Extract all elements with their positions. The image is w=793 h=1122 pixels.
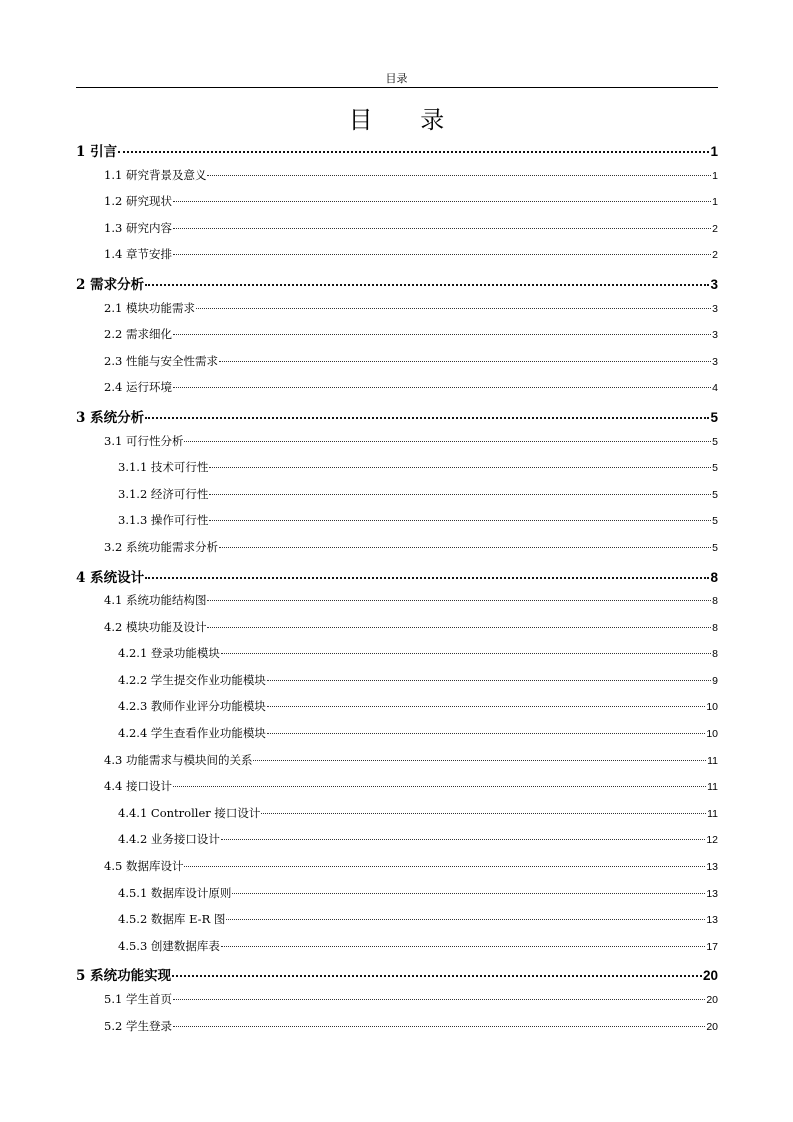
dot-leader: [173, 1026, 705, 1027]
toc-entry[interactable]: [76, 725, 718, 752]
dot-leader: [118, 151, 709, 153]
dot-leader: [267, 680, 711, 681]
toc-entry-label: 4.2.1 登录功能模块: [118, 646, 220, 661]
toc-entry-page-number: 1: [712, 169, 718, 182]
toc-entry[interactable]: [76, 805, 718, 832]
toc-entry-page-number: 12: [706, 834, 718, 847]
toc-entry[interactable]: [76, 220, 718, 247]
dot-leader: [219, 361, 711, 362]
toc-entry[interactable]: [76, 273, 718, 300]
toc-entry[interactable]: [76, 486, 718, 513]
toc-entry-label: 4.5.3 创建数据库表: [118, 938, 220, 953]
toc-entry-label: 2 需求分析: [76, 276, 145, 293]
toc-entry-page-number: 17: [706, 940, 718, 953]
dot-leader: [145, 577, 709, 579]
toc-entry-page-number: 13: [706, 887, 718, 900]
toc-entry-page-number: 13: [706, 861, 718, 874]
toc-entry-page-number: 2: [712, 249, 718, 262]
toc-entry-label: 4.2.2 学生提交作业功能模块: [118, 672, 266, 687]
dot-leader: [261, 813, 706, 814]
toc-entry-page-number: 1: [710, 144, 718, 159]
toc-entry[interactable]: [76, 911, 718, 938]
toc-entry[interactable]: [76, 406, 718, 433]
toc-entry-label: 4.2.4 学生查看作业功能模块: [118, 726, 266, 741]
toc-entry-page-number: 20: [706, 994, 718, 1006]
toc-entry[interactable]: [76, 566, 718, 593]
dot-leader: [184, 441, 711, 442]
toc-entry-page-number: 8: [712, 621, 718, 634]
toc-entry-page-number: 11: [707, 807, 718, 820]
toc-entry-label: 1.4 章节安排: [104, 247, 172, 262]
dot-leader: [221, 839, 705, 840]
toc-entry-page-number: 10: [706, 728, 718, 741]
toc-entry-label: 1.2 研究现状: [104, 194, 172, 209]
dot-leader: [196, 308, 711, 309]
toc-entry[interactable]: [76, 938, 718, 965]
toc-entry[interactable]: [76, 1018, 718, 1045]
toc-entry-page-number: 5: [710, 409, 718, 425]
toc-entry-page-number: 5: [712, 462, 718, 475]
toc-entry-label: 3.2 系统功能需求分析: [104, 539, 218, 554]
dot-leader: [221, 653, 711, 654]
toc-entry-page-number: 3: [710, 276, 718, 292]
dot-leader: [173, 254, 711, 255]
toc-entry[interactable]: [76, 167, 718, 194]
toc-entry-page-number: 11: [707, 781, 718, 794]
toc-title: 目 录: [348, 106, 465, 134]
toc-entry[interactable]: [76, 752, 718, 779]
dot-leader: [145, 417, 709, 419]
toc-entry[interactable]: [76, 300, 718, 327]
dot-leader: [173, 786, 706, 787]
toc-entry-label: 4.4.2 业务接口设计: [118, 832, 220, 847]
toc-entry[interactable]: [76, 991, 718, 1018]
toc-entry-label: 3.1.2 经济可行性: [118, 486, 209, 501]
dot-leader: [173, 387, 711, 388]
dot-leader: [173, 999, 705, 1000]
toc-entry-page-number: 9: [712, 674, 718, 687]
toc-entry-label: 4.2 模块功能及设计: [104, 619, 207, 634]
toc-entry-label: 4.5.1 数据库设计原则: [118, 885, 232, 900]
dot-leader: [207, 627, 711, 628]
toc-entry[interactable]: [76, 645, 718, 672]
toc-entry-page-number: 5: [712, 541, 718, 554]
toc-entry-label: 4.1 系统功能结构图: [104, 593, 207, 608]
toc-entry-label: 3.1 可行性分析: [104, 433, 184, 448]
toc-entry-page-number: 5: [712, 515, 718, 528]
toc-entry-page-number: 5: [712, 435, 718, 448]
dot-leader: [145, 284, 709, 286]
toc-entry[interactable]: [76, 433, 718, 460]
toc-entry-label: 2.3 性能与安全性需求: [104, 353, 218, 368]
toc-entry[interactable]: [76, 539, 718, 566]
toc-entry[interactable]: [76, 193, 718, 220]
toc-entry[interactable]: [76, 698, 718, 725]
dot-leader: [226, 919, 705, 920]
toc-entry-label: 1 引言: [76, 144, 118, 160]
toc-entry-label: 5.2 学生登录: [104, 1018, 172, 1033]
header-rule: [76, 87, 718, 88]
dot-leader: [267, 733, 705, 734]
toc-entry-label: 4.3 功能需求与模块间的关系: [104, 752, 253, 767]
toc-entry-label: 2.4 运行环境: [104, 380, 172, 395]
toc-entry-page-number: 11: [707, 754, 718, 767]
toc-entry[interactable]: [76, 326, 718, 353]
toc-entry[interactable]: [76, 246, 718, 273]
dot-leader: [173, 228, 711, 229]
dot-leader: [207, 175, 711, 176]
toc-entry[interactable]: [76, 858, 718, 885]
toc-entry-label: 4.5.2 数据库 E-R 图: [118, 912, 226, 927]
dot-leader: [173, 201, 711, 202]
toc-entry-label: 3 系统分析: [76, 409, 145, 426]
toc-entry-page-number: 1: [712, 196, 718, 209]
toc-entry[interactable]: [76, 619, 718, 646]
toc-entry-label: 4.2.3 教师作业评分功能模块: [118, 699, 266, 714]
toc-entry-page-number: 13: [706, 914, 718, 927]
toc-entry-page-number: 20: [706, 1020, 718, 1033]
dot-leader: [184, 866, 705, 867]
toc-entry[interactable]: [76, 831, 718, 858]
toc-entry-page-number: 10: [706, 701, 718, 714]
running-header: 目录: [385, 72, 408, 85]
toc-entry-page-number: 8: [712, 648, 718, 661]
dot-leader: [221, 946, 705, 947]
dot-leader: [209, 494, 711, 495]
toc-entry[interactable]: [76, 512, 718, 539]
toc-entry[interactable]: [76, 672, 718, 699]
toc-entry-page-number: 8: [710, 569, 718, 585]
toc-entry-label: 2.1 模块功能需求: [104, 300, 195, 315]
dot-leader: [219, 547, 711, 548]
toc-entry-page-number: 2: [712, 222, 718, 235]
toc-entry-page-number: 3: [712, 355, 718, 368]
toc-entry[interactable]: [76, 459, 718, 486]
toc-entry-page-number: 3: [712, 329, 718, 342]
toc-list: [76, 140, 718, 1044]
dot-leader: [173, 334, 711, 335]
toc-entry[interactable]: [76, 140, 718, 167]
dot-leader: [209, 520, 711, 521]
toc-entry-label: 1.3 研究内容: [104, 220, 172, 235]
toc-entry-label: 4.4.1 Controller 接口设计: [118, 805, 261, 820]
toc-entry[interactable]: [76, 592, 718, 619]
toc-entry[interactable]: [76, 353, 718, 380]
dot-leader: [232, 893, 705, 894]
toc-entry-page-number: 8: [712, 595, 718, 608]
dot-leader: [253, 760, 706, 761]
toc-entry-page-number: 4: [712, 382, 718, 395]
toc-entry-label: 1.1 研究背景及意义: [104, 167, 207, 182]
toc-entry-label: 3.1.3 操作可行性: [118, 513, 209, 528]
dot-leader: [209, 467, 711, 468]
toc-entry[interactable]: [76, 379, 718, 406]
toc-entry-label: 4.4 接口设计: [104, 779, 172, 794]
toc-entry-page-number: 3: [712, 302, 718, 315]
toc-entry[interactable]: [76, 964, 718, 991]
toc-entry-label: 3.1.1 技术可行性: [118, 460, 209, 475]
dot-leader: [267, 706, 705, 707]
toc-entry-label: 4 系统设计: [76, 569, 145, 586]
toc-entry-label: 5 系统功能实现: [76, 968, 172, 985]
toc-entry-page-number: 5: [712, 488, 718, 501]
toc-entry-label: 5.1 学生首页: [104, 992, 172, 1006]
toc-entry[interactable]: [76, 778, 718, 805]
dot-leader: [172, 975, 702, 977]
toc-entry-label: 4.5 数据库设计: [104, 859, 184, 874]
toc-entry-label: 2.2 需求细化: [104, 327, 172, 342]
dot-leader: [207, 600, 711, 601]
toc-entry[interactable]: [76, 885, 718, 912]
toc-entry-page-number: 20: [702, 968, 718, 984]
